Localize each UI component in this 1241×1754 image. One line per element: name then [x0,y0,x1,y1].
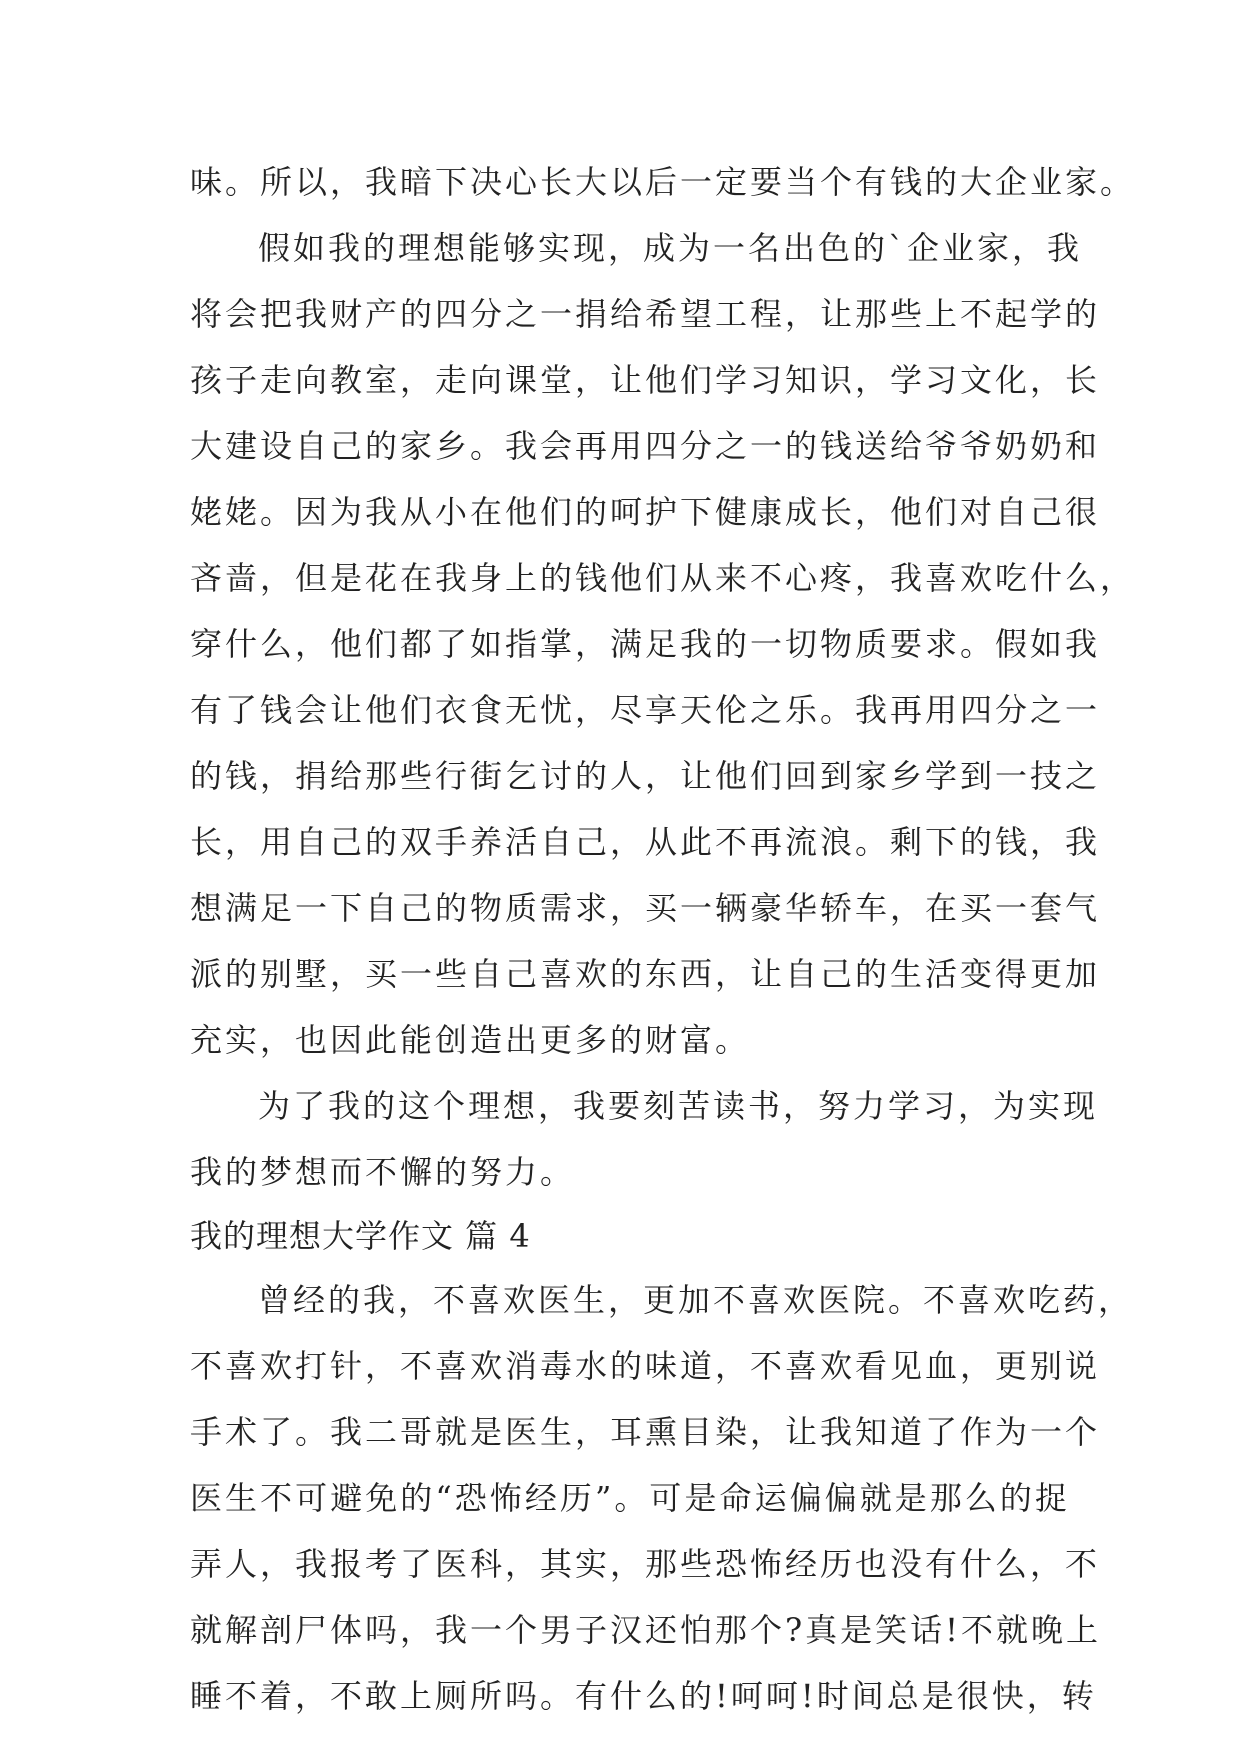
text-line: 有了钱会让他们衣食无忧，尽享天伦之乐。我再用四分之一 [190,691,1101,729]
paragraph-first-line: 曾经的我，不喜欢医生，更加不喜欢医院。不喜欢吃药， [258,1281,1134,1319]
text-line: 姥姥。因为我从小在他们的呵护下健康成长，他们对自己很 [190,493,1101,531]
text-line: 长，用自己的双手养活自己，从此不再流浪。剩下的钱，我 [190,823,1101,861]
paragraph-first-line: 假如我的理想能够实现，成为一名出色的`企业家，我 [258,229,1083,267]
text-line: 我的梦想而不懈的努力。 [190,1153,576,1191]
text-line: 不喜欢打针，不喜欢消毒水的味道，不喜欢看见血，更别说 [190,1347,1101,1385]
text-line: 派的别墅，买一些自己喜欢的东西，让自己的生活变得更加 [190,955,1101,993]
text-line: 吝啬，但是花在我身上的钱他们从来不心疼，我喜欢吃什么， [190,559,1136,597]
text-line: 手术了。我二哥就是医生，耳熏目染，让我知道了作为一个 [190,1413,1101,1451]
text-line: 充实，也因此能创造出更多的财富。 [190,1021,751,1059]
text-line: 想满足一下自己的物质需求，买一辆豪华轿车，在买一套气 [190,889,1101,927]
paragraph-first-line: 为了我的这个理想，我要刻苦读书，努力学习，为实现 [258,1087,1099,1125]
section-heading: 我的理想大学作文 篇 4 [190,1217,531,1255]
text-line: 的钱，捐给那些行街乞讨的人，让他们回到家乡学到一技之 [190,757,1101,795]
text-line: 味。所以，我暗下决心长大以后一定要当个有钱的大企业家。 [190,163,1136,201]
text-line: 将会把我财产的四分之一捐给希望工程，让那些上不起学的 [190,295,1101,333]
text-line: 穿什么，他们都了如指掌，满足我的一切物质要求。假如我 [190,625,1101,663]
text-line: 弄人，我报考了医科，其实，那些恐怖经历也没有什么，不 [190,1545,1101,1583]
text-line: 睡不着，不敢上厕所吗。有什么的!呵呵!时间总是很快，转 [190,1677,1097,1715]
text-line: 就解剖尸体吗，我一个男子汉还怕那个?真是笑话!不就晚上 [190,1611,1102,1649]
text-line: 大建设自己的家乡。我会再用四分之一的钱送给爷爷奶奶和 [190,427,1101,465]
text-line: 医生不可避免的“恐怖经历”。可是命运偏偏就是那么的捉 [190,1479,1070,1517]
text-line: 孩子走向教室，走向课堂，让他们学习知识，学习文化，长 [190,361,1101,399]
